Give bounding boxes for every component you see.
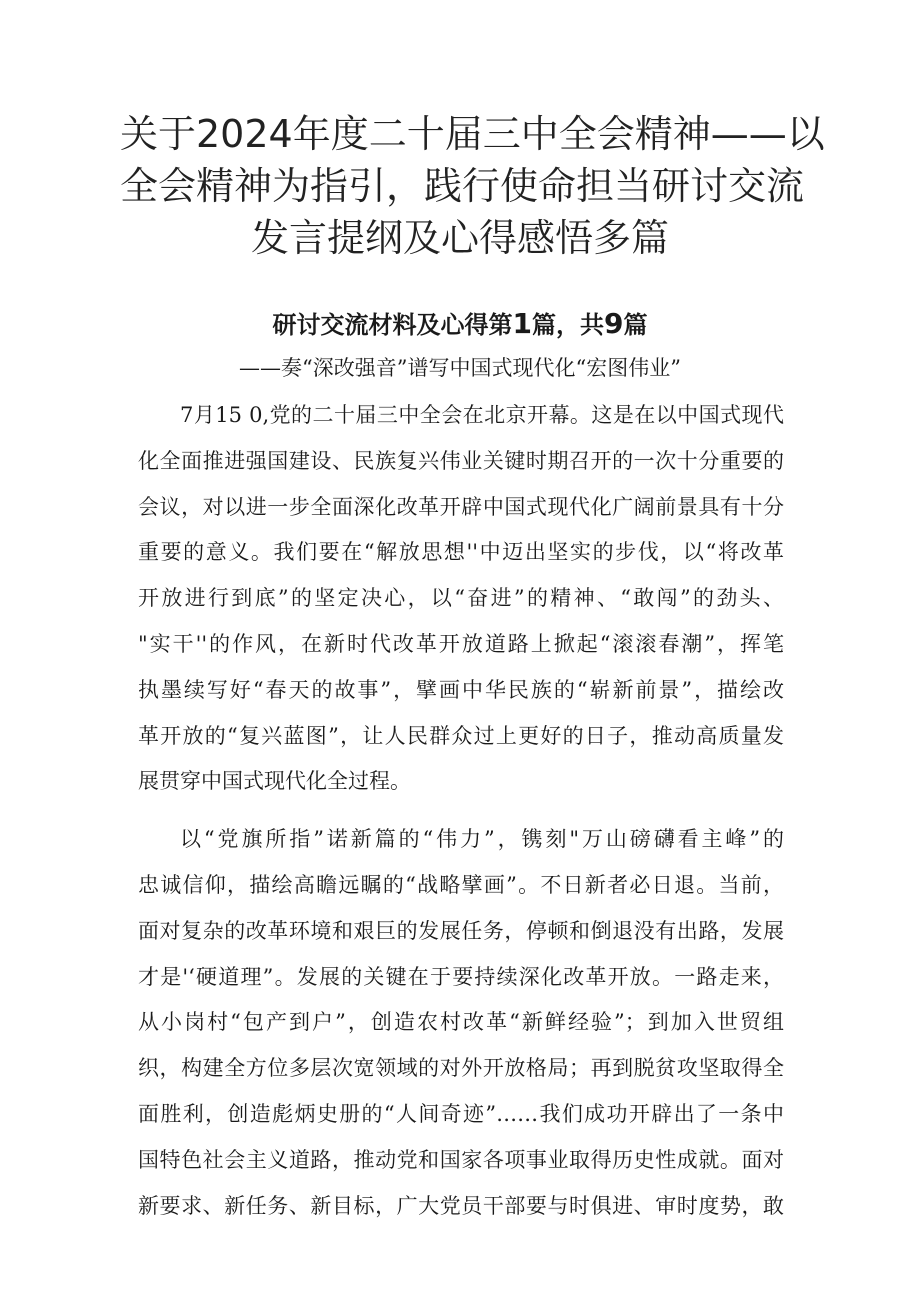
paragraph-2-line: 忠诚信仰，描绘高瞻远瞩的“战略擘画”。不日新者必日退。当前， (138, 872, 784, 897)
paragraph-2-line: 从小岗村“包产到户”，创造农村改革“新鲜经验”；到加入世贸组 (138, 1010, 784, 1035)
paragraph-2-line: 面胜利，创造彪炳史册的“人间奇迹”……我们成功开辟出了一条中 (138, 1101, 784, 1126)
paragraph-2-line: 以“党旗所指”诺新篇的“伟力”，镌刻"万山磅礴看主峰”的 (180, 827, 784, 852)
subtitle-middle: 篇，共 (532, 311, 604, 339)
paragraph-1-line: 执墨续写好“春天的故事”，擘画中华民族的“崭新前景”，描绘改 (138, 677, 784, 702)
article-title: ——奏“深改强音”谱写中国式现代化“宏图伟业” (239, 356, 681, 380)
paragraph-2-line: 新要求、新任务、新目标，广大党员干部要与时俱进、审时度势，敢 (138, 1193, 784, 1218)
paragraph-gap (138, 805, 784, 817)
title-line-3: 发言提纲及心得感悟多篇 (250, 216, 669, 260)
paragraph-1-line: "实干''的作风，在新时代改革开放道路上掀起“滚滚春潮”，挥笔 (138, 631, 784, 656)
paragraph-1-line: 开放进行到底”的坚定决心，以“奋进”的精神、“敢闯”的劲头、 (138, 586, 784, 611)
subtitle-prefix: 研讨交流材料及心得第 (272, 311, 513, 339)
title-line-1: 关于2024年度二十届三中全会精神——以 (120, 112, 825, 156)
paragraph-2-line: 国特色社会主义道路，推动党和国家各项事业取得历史性成就。面对 (138, 1147, 784, 1172)
paragraph-1-line: 重要的意义。我们要在“解放思想''中迈出坚实的步伐，以“将改革 (138, 540, 784, 565)
paragraph-1-line: 展贯穿中国式现代化全过程。 (138, 769, 411, 794)
paragraph-2-line: 织，构建全方位多层次宽领域的对外开放格局；再到脱贫攻坚取得全 (138, 1056, 784, 1081)
body-text (138, 393, 784, 1229)
section-subtitle (130, 306, 790, 343)
subtitle-total-number: 9 (604, 307, 624, 340)
paragraph-1-line: 革开放的“复兴蓝图”，让人民群众过上更好的日子，推动高质量发 (138, 723, 784, 748)
paragraph-1-line: 7月15 0,党的二十届三中全会在北京开幕。这是在以中国式现代 (180, 403, 784, 427)
paragraph-1-line: 化全面推进强国建设、民族复兴伟业关键时期召开的一次十分重要的 (138, 448, 784, 473)
document-title (120, 108, 825, 264)
paragraph-2-line: 才是'‘硬道理”。发展的关键在于要持续深化改革开放。一路走来， (138, 964, 784, 989)
title-line-2: 全会精神为指引，践行使命担当研讨交流 (120, 164, 805, 208)
subtitle-suffix: 篇 (623, 311, 648, 339)
subtitle-current-number: 1 (512, 307, 532, 340)
paragraph-2-line: 面对复杂的改革环境和艰巨的发展任务，停顿和倒退没有出路，发展 (138, 918, 784, 943)
paragraph-1-line: 会议，对以进一步全面深化改革开辟中国式现代化广阔前景具有十分 (138, 494, 784, 519)
